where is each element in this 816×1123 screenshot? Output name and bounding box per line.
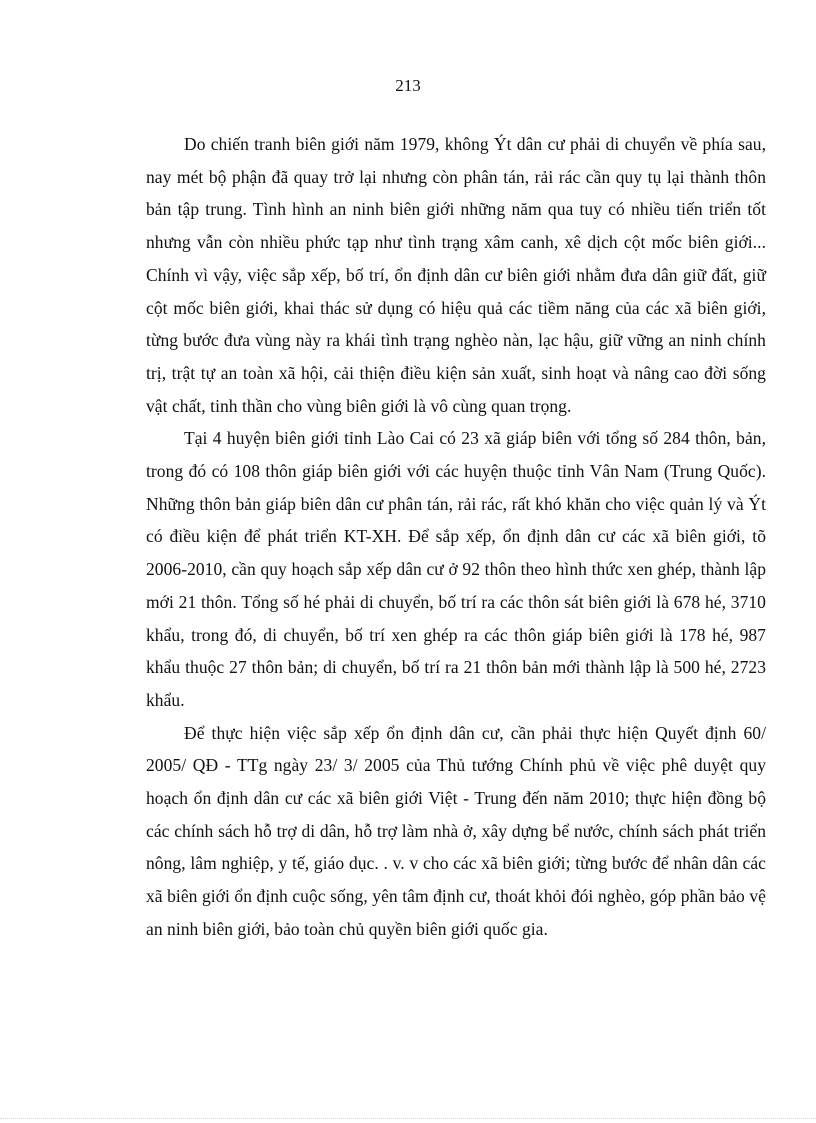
paragraph-3: Để thực hiện việc sắp xếp ổn định dân cư, cần phải thực hiện Quyết định 60/ 2005/ QĐ - TTg ngày 23/ 3/ 2005 của Thủ tướng Chính phủ về việc phê duyệt quy hoạch ổn định dân cư các xã biên giới Việt - Trung đến năm 2010; thực hiện đồng bộ các chính sách hỗ trợ di dân, hỗ trợ làm nhà ở, xây dựng bể nước, chính sách phát triển nông, lâm nghiệp, y tế, giáo dục. . v. v cho các xã biên giới; từng bước để nhân dân các xã biên giới ổn định cuộc sống, yên tâm định cư, thoát khỏi đói nghèo, góp phần bảo vệ an ninh biên giới, bảo toàn chủ quyền biên giới quốc gia.	[146, 722, 766, 939]
page-number: 213	[395, 76, 421, 95]
page-bottom-rule	[0, 1118, 816, 1119]
body-text	[146, 128, 766, 946]
paragraph-1: Do chiến tranh biên giới năm 1979, không Ýt dân cư phải di chuyển về phía sau, nay mét bộ phận đã quay trở lại nhưng còn phân tán, rải rác cần quy tụ lại thành thôn bản tập trung. Tình hình an ninh biên giới những năm qua tuy có nhiều tiến triển tốt nhưng vẫn còn nhiều phức tạp như tình trạng xâm canh, xê dịch cột mốc biên giới... Chính vì vậy, việc sắp xếp, bố trí, ổn định dân cư biên giới nhằm đưa dân giữ đất, giữ cột mốc biên giới, khai thác sử dụng có hiệu quả các tiềm năng của các xã biên giới, từng bước đưa vùng này ra khái tình trạng nghèo nàn, lạc hậu, giữ vững an ninh chính trị, trật tự an toàn xã hội, cải thiện điều kiện sản xuất, sinh hoạt và nâng cao đời sống vật chất, tinh thần cho vùng biên giới là vô cùng quan trọng.	[146, 134, 766, 416]
paragraph-2: Tại 4 huyện biên giới tỉnh Lào Cai có 23 xã giáp biên với tổng số 284 thôn, bản, trong đó có 108 thôn giáp biên giới với các huyện thuộc tỉnh Vân Nam (Trung Quốc). Những thôn bản giáp biên dân cư phân tán, rải rác, rất khó khăn cho việc quản lý và Ýt có điều kiện để phát triển KT-XH. Để sắp xếp, ổn định dân cư các xã biên giới, tõ 2006-2010, cần quy hoạch sắp xếp dân cư ở 92 thôn theo hình thức xen ghép, thành lập mới 21 thôn. Tổng số hé phải di chuyển, bố trí ra các thôn sát biên giới là 678 hé, 3710 khẩu, trong đó, di chuyển, bố trí xen ghép ra các thôn giáp biên giới là 178 hé, 987 khẩu thuộc 27 thôn bản; di chuyển, bố trí ra 21 thôn bản mới thành lập là 500 hé, 2723 khẩu.	[146, 428, 766, 710]
